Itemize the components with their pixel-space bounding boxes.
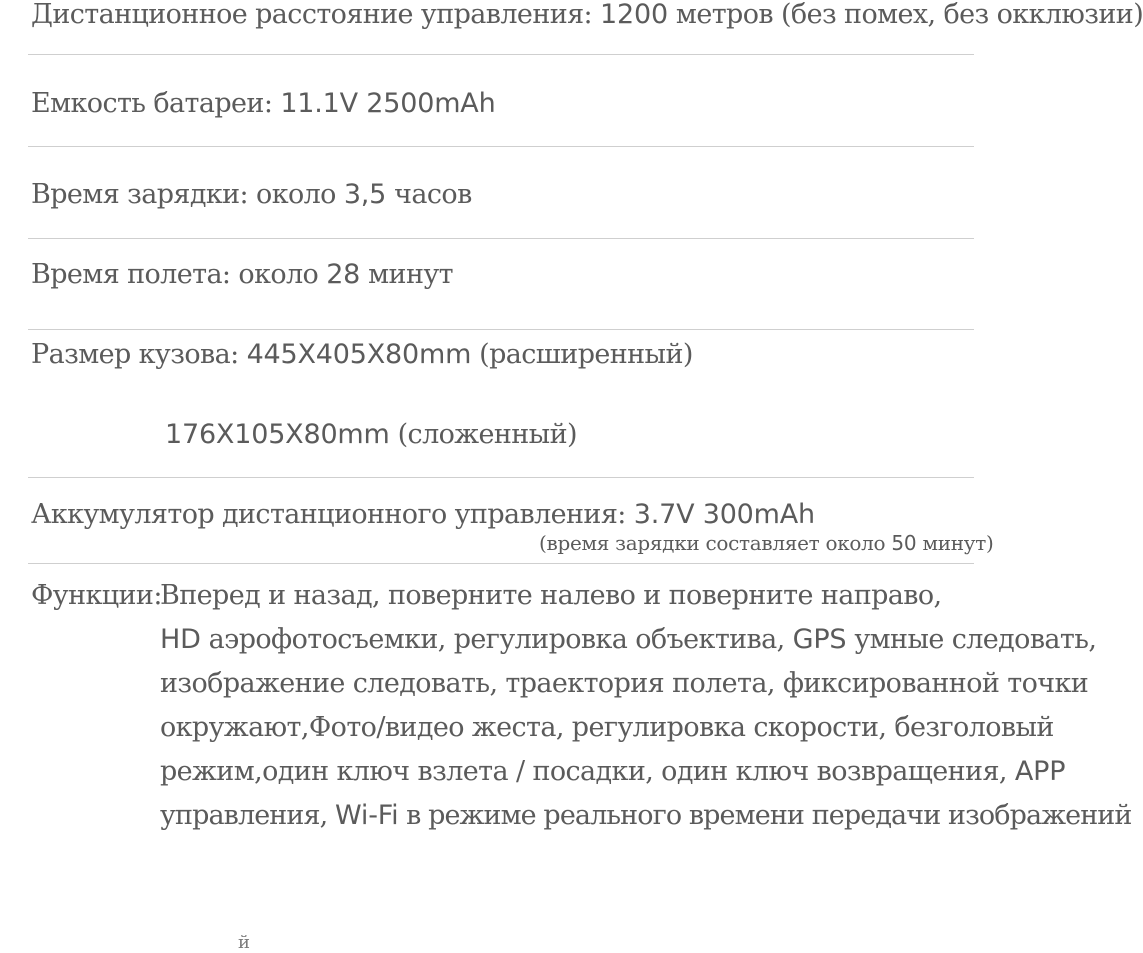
functions-line-6-end: в режиме реального времени передачи изображений bbox=[398, 800, 1132, 831]
functions-gps: GPS bbox=[792, 624, 847, 655]
functions-line-2-end: умные следовать, bbox=[846, 624, 1097, 655]
spec-flight-time bbox=[31, 261, 453, 288]
spec-charge-time-suffix: часов bbox=[386, 179, 472, 210]
spec-flight-time-label: Время полета: около bbox=[31, 259, 327, 290]
spec-body-size-folded bbox=[165, 421, 577, 448]
functions-line-6 bbox=[160, 802, 1132, 829]
functions-wifi: Wi-Fi bbox=[334, 800, 399, 831]
functions-app: APP bbox=[1014, 756, 1066, 787]
spec-range-label: Дистанционное расстояние управления: bbox=[31, 0, 601, 30]
divider bbox=[28, 238, 974, 239]
divider bbox=[28, 146, 974, 147]
functions-hd: HD bbox=[160, 624, 201, 655]
cut-off-text-fragment: й bbox=[238, 932, 250, 953]
functions-line-6-text: управления, bbox=[160, 800, 335, 831]
functions-line-3: изображение следовать, траектория полета, фиксированной точки bbox=[160, 668, 1089, 699]
spec-range bbox=[31, 1, 1143, 28]
spec-range-value: 1200 bbox=[600, 0, 668, 30]
spec-charge-time-value: 3,5 bbox=[343, 179, 387, 210]
spec-charge-time bbox=[31, 181, 472, 208]
spec-body-size-expanded-note: (расширенный) bbox=[471, 339, 693, 370]
spec-functions-label: Функции: bbox=[31, 580, 162, 611]
spec-remote-battery-note bbox=[539, 533, 994, 553]
divider bbox=[28, 563, 974, 564]
spec-flight-time-value: 28 bbox=[326, 259, 361, 290]
divider bbox=[28, 329, 974, 330]
spec-remote-battery-note-prefix: (время зарядки составляет около bbox=[539, 531, 892, 555]
divider bbox=[28, 477, 974, 478]
spec-body-size-folded-value: 176X105X80mm bbox=[165, 419, 390, 450]
spec-flight-time-suffix: минут bbox=[360, 259, 453, 290]
functions-line-2-text: аэрофотосъемки, регулировка объектива, bbox=[200, 624, 793, 655]
functions-line-5 bbox=[160, 758, 1065, 785]
spec-body-size-label: Размер кузова: bbox=[31, 339, 247, 370]
spec-battery-value: 11.1V 2500mAh bbox=[280, 88, 496, 119]
spec-remote-battery-value: 3.7V 300mAh bbox=[633, 499, 815, 530]
divider bbox=[28, 54, 974, 55]
spec-remote-battery-note-suffix: минут) bbox=[916, 531, 994, 555]
functions-line-5-text: режим,один ключ взлета / посадки, один ключ возвращения, bbox=[160, 756, 1015, 787]
spec-remote-battery-note-value: 50 bbox=[891, 531, 917, 555]
functions-line-2 bbox=[160, 626, 1096, 653]
spec-body-size-folded-note: (сложенный) bbox=[389, 419, 577, 450]
spec-battery bbox=[31, 90, 495, 117]
spec-remote-battery-label: Аккумулятор дистанционного управления: bbox=[31, 499, 634, 530]
spec-body-size-expanded-value: 445X405X80mm bbox=[246, 339, 472, 370]
functions-line-4: окружают,Фото/видео жеста, регулировка скорости, безголовый bbox=[160, 712, 1054, 743]
spec-range-suffix: метров (без помех, без окклюзии) bbox=[667, 0, 1143, 30]
spec-body-size bbox=[31, 341, 693, 368]
functions-line-1: Вперед и назад, поверните налево и поверните направо, bbox=[160, 580, 942, 611]
spec-charge-time-label: Время зарядки: около bbox=[31, 179, 344, 210]
spec-battery-label: Емкость батареи: bbox=[31, 88, 281, 119]
spec-remote-battery bbox=[31, 501, 815, 528]
